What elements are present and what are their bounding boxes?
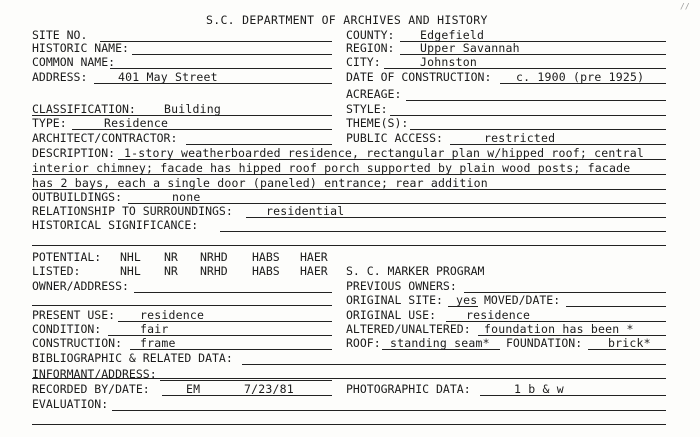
evaluation-line-2	[32, 424, 666, 425]
city-value: Johnston	[420, 55, 477, 69]
architect-label: ARCHITECT/CONTRACTOR:	[32, 131, 178, 145]
style-line	[390, 115, 666, 116]
present-use-label: PRESENT USE:	[32, 308, 116, 322]
county-value: Edgefield	[420, 28, 485, 42]
informant-line	[160, 380, 332, 381]
description-label: DESCRIPTION:	[32, 146, 116, 160]
moved-date-label: MOVED/DATE:	[484, 293, 561, 307]
roof-line	[382, 349, 500, 350]
date-construction-line	[500, 83, 666, 84]
foundation-value: brick*	[608, 336, 651, 350]
site-no-line	[100, 41, 332, 42]
altered-value: foundation has been *	[484, 322, 634, 336]
owner-address-label: OWNER/ADDRESS:	[32, 279, 129, 293]
classification-line	[32, 115, 332, 116]
date-construction-value: c. 1900 (pre 1925)	[516, 70, 645, 84]
original-use-label: ORIGINAL USE:	[346, 308, 437, 322]
informant-label: INFORMANT/ADDRESS:	[32, 367, 157, 381]
listed-nhl: NHL	[120, 264, 141, 278]
common-name-line	[110, 68, 332, 69]
evaluation-line	[112, 410, 666, 411]
date-construction-label: DATE OF CONSTRUCTION:	[346, 70, 492, 84]
previous-owners-label: PREVIOUS OWNERS:	[346, 279, 457, 293]
description-rule-2	[32, 174, 666, 175]
potential-habs: HABS	[252, 250, 280, 264]
original-site-line	[448, 306, 478, 307]
recorded-date: 7/23/81	[244, 382, 294, 396]
region-value: Upper Savannah	[420, 41, 520, 55]
region-label: REGION:	[346, 41, 395, 55]
foundation-label: FOUNDATION:	[506, 336, 583, 350]
recorded-by-initials: EM	[186, 382, 201, 396]
roof-value: standing seam*	[390, 336, 490, 350]
classification-value: Building	[164, 102, 221, 116]
listed-haer: HAER	[300, 264, 328, 278]
historical-significance-line-2	[32, 245, 666, 246]
photographic-data-label: PHOTOGRAPHIC DATA:	[346, 382, 471, 396]
photographic-data-value: 1 b & w	[514, 382, 564, 396]
construction-label: CONSTRUCTION:	[32, 336, 123, 350]
acreage-label: ACREAGE:	[346, 87, 402, 101]
potential-nrhd: NRHD	[200, 250, 228, 264]
style-label: STYLE:	[346, 102, 388, 116]
address-label: ADDRESS:	[32, 70, 88, 84]
relationship-label: RELATIONSHIP TO SURROUNDINGS:	[32, 204, 233, 218]
evaluation-label: EVALUATION:	[32, 397, 109, 411]
listed-nrhd: NRHD	[200, 264, 228, 278]
outbuildings-value: none	[172, 190, 201, 204]
original-site-label: ORIGINAL SITE:	[346, 293, 443, 307]
bibliographic-line	[242, 364, 666, 365]
theme-label: THEME(S):	[346, 116, 409, 130]
public-access-value: restricted	[484, 131, 556, 145]
architect-line	[186, 144, 332, 145]
theme-line	[410, 129, 666, 130]
original-use-value: residence	[466, 308, 531, 322]
historical-significance-label: HISTORICAL SIGNIFICANCE:	[32, 218, 199, 232]
public-access-label: PUBLIC ACCESS:	[346, 131, 443, 145]
recorded-by-label: RECORDED BY/DATE:	[32, 382, 150, 396]
listed-label: LISTED:	[32, 264, 81, 278]
listed-habs: HABS	[252, 264, 280, 278]
potential-haer: HAER	[300, 250, 328, 264]
type-line	[72, 129, 332, 130]
corner-mark: //	[680, 2, 690, 11]
site-no-label: SITE NO.	[32, 28, 88, 42]
type-value: Residence	[104, 116, 169, 130]
historic-name-line	[132, 54, 332, 55]
address-value: 401 May Street	[118, 70, 218, 84]
county-label: COUNTY:	[346, 28, 395, 42]
common-name-label: COMMON NAME:	[32, 55, 116, 69]
altered-label: ALTERED/UNALTERED:	[346, 322, 471, 336]
potential-nr: NR	[164, 250, 178, 264]
potential-nhl: NHL	[120, 250, 141, 264]
marker-program-label: S. C. MARKER PROGRAM	[346, 264, 485, 278]
present-use-value: residence	[140, 308, 205, 322]
construction-value: frame	[140, 336, 176, 350]
condition-label: CONDITION:	[32, 322, 102, 336]
photographic-data-line	[480, 395, 666, 396]
public-access-line	[450, 144, 666, 145]
description-rule-3	[32, 189, 666, 190]
address-line	[94, 83, 332, 84]
description-rule-1	[118, 159, 666, 160]
listed-nr: NR	[164, 264, 178, 278]
roof-label: ROOF:	[346, 336, 381, 350]
owner-address-line-2	[32, 305, 332, 306]
historic-name-label: HISTORIC NAME:	[32, 41, 129, 55]
foundation-line	[588, 349, 666, 350]
moved-date-line	[566, 306, 666, 307]
city-line	[384, 68, 666, 69]
original-site-value: yes	[456, 293, 478, 307]
acreage-line	[406, 100, 666, 101]
condition-value: fair	[140, 322, 169, 336]
description-line-3: has 2 bays, each a single door (paneled) entrance; rear addition	[32, 176, 488, 190]
form-title: S.C. DEPARTMENT OF ARCHIVES AND HISTORY	[206, 13, 488, 27]
relationship-line	[246, 217, 666, 218]
bibliographic-label: BIBLIOGRAPHIC & RELATED DATA:	[32, 351, 233, 365]
owner-address-line	[134, 292, 332, 293]
classification-label: CLASSIFICATION:	[32, 102, 136, 116]
type-label: TYPE:	[32, 116, 67, 130]
potential-label: POTENTIAL:	[32, 250, 102, 264]
city-label: CITY:	[346, 55, 381, 69]
construction-line	[130, 349, 332, 350]
outbuildings-label: OUTBUILDINGS:	[32, 190, 123, 204]
historical-significance-line-1	[220, 231, 666, 232]
relationship-value: residential	[266, 204, 345, 218]
description-line-1: 1-story weatherboarded residence, rectangular plan w/hipped roof; central	[124, 146, 645, 160]
description-line-2: interior chimney; facade has hipped roof porch supported by plain wood posts; facade	[32, 161, 631, 175]
recorded-by-line	[162, 395, 332, 396]
